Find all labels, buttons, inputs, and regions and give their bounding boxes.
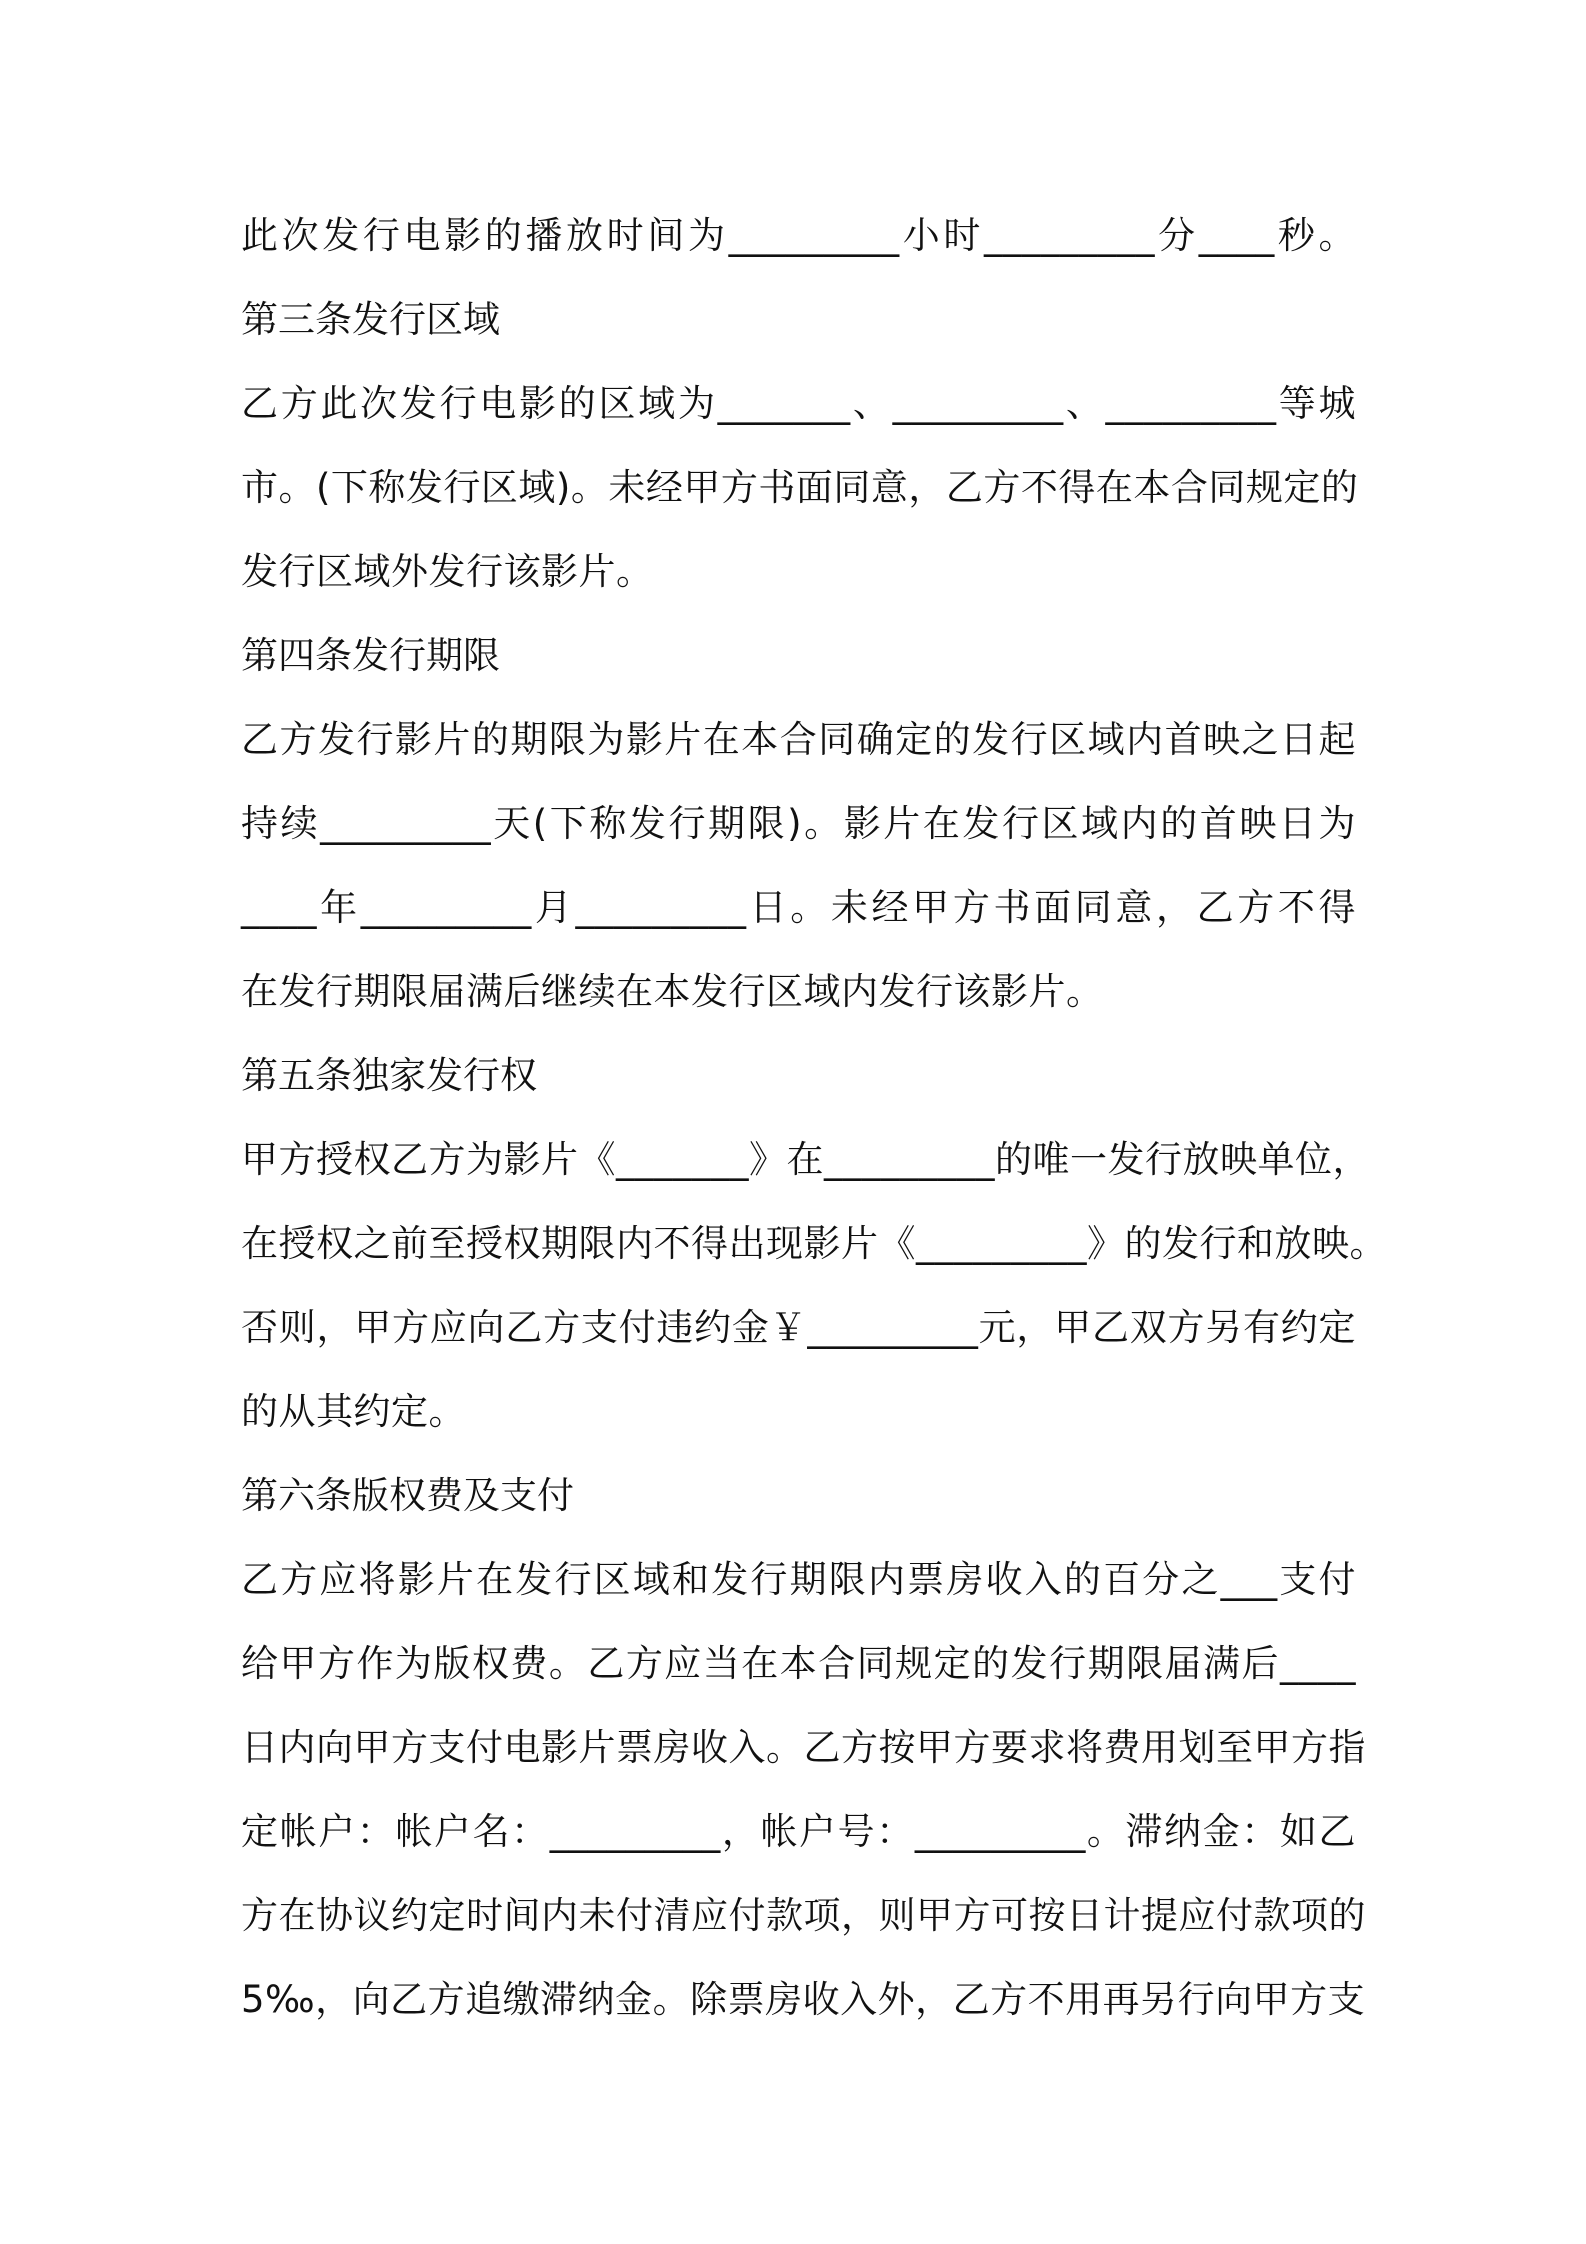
paragraph-line: 否则，甲方应向乙方支付违约金￥_________元，甲乙双方另有约定 <box>241 1306 1356 1349</box>
document-body <box>241 194 1387 2042</box>
paragraph-line: 持续_________天(下称发行期限)。影片在发行区域内的首映日为 <box>241 802 1356 845</box>
paragraph-line: 方在协议约定时间内未付清应付款项，则甲方可按日计提应付款项的 <box>241 1894 1366 1937</box>
paragraph-line: 在授权之前至授权期限内不得出现影片《_________》的发行和放映。 <box>241 1222 1387 1265</box>
paragraph-line: 定帐户：帐户名：_________，帐户号：_________。滞纳金：如乙 <box>241 1810 1356 1853</box>
paragraph-line: 在发行期限届满后继续在本发行区域内发行该影片。 <box>241 970 1104 1013</box>
paragraph-line: 5‰，向乙方追缴滞纳金。除票房收入外，乙方不用再另行向甲方支 <box>241 1978 1366 2021</box>
paragraph-line: 乙方发行影片的期限为影片在本合同确定的发行区域内首映之日起 <box>241 718 1356 761</box>
paragraph-line: 乙方此次发行电影的区域为_______、_________、_________等城 <box>241 382 1356 425</box>
paragraph-line: 市。(下称发行区域)。未经甲方书面同意，乙方不得在本合同规定的 <box>241 466 1359 509</box>
section-heading: 第六条版权费及支付 <box>241 1474 574 1517</box>
section-heading: 第四条发行期限 <box>241 634 500 677</box>
paragraph-line: 日内向甲方支付电影片票房收入。乙方按甲方要求将费用划至甲方指 <box>241 1726 1366 1769</box>
paragraph-line: 的从其约定。 <box>241 1390 466 1433</box>
paragraph-line: ____年_________月_________日。未经甲方书面同意，乙方不得 <box>241 886 1356 929</box>
section-heading: 第三条发行区域 <box>241 298 500 341</box>
section-heading: 第五条独家发行权 <box>241 1054 537 1097</box>
paragraph-line: 此次发行电影的播放时间为_________小时_________分____秒。 <box>241 214 1356 257</box>
paragraph-line: 甲方授权乙方为影片《_______》在_________的唯一发行放映单位， <box>241 1138 1370 1181</box>
paragraph-line: 发行区域外发行该影片。 <box>241 550 654 593</box>
paragraph-line: 乙方应将影片在发行区域和发行期限内票房收入的百分之___支付 <box>241 1558 1356 1601</box>
paragraph-line: 给甲方作为版权费。乙方应当在本合同规定的发行期限届满后____ <box>241 1642 1356 1685</box>
